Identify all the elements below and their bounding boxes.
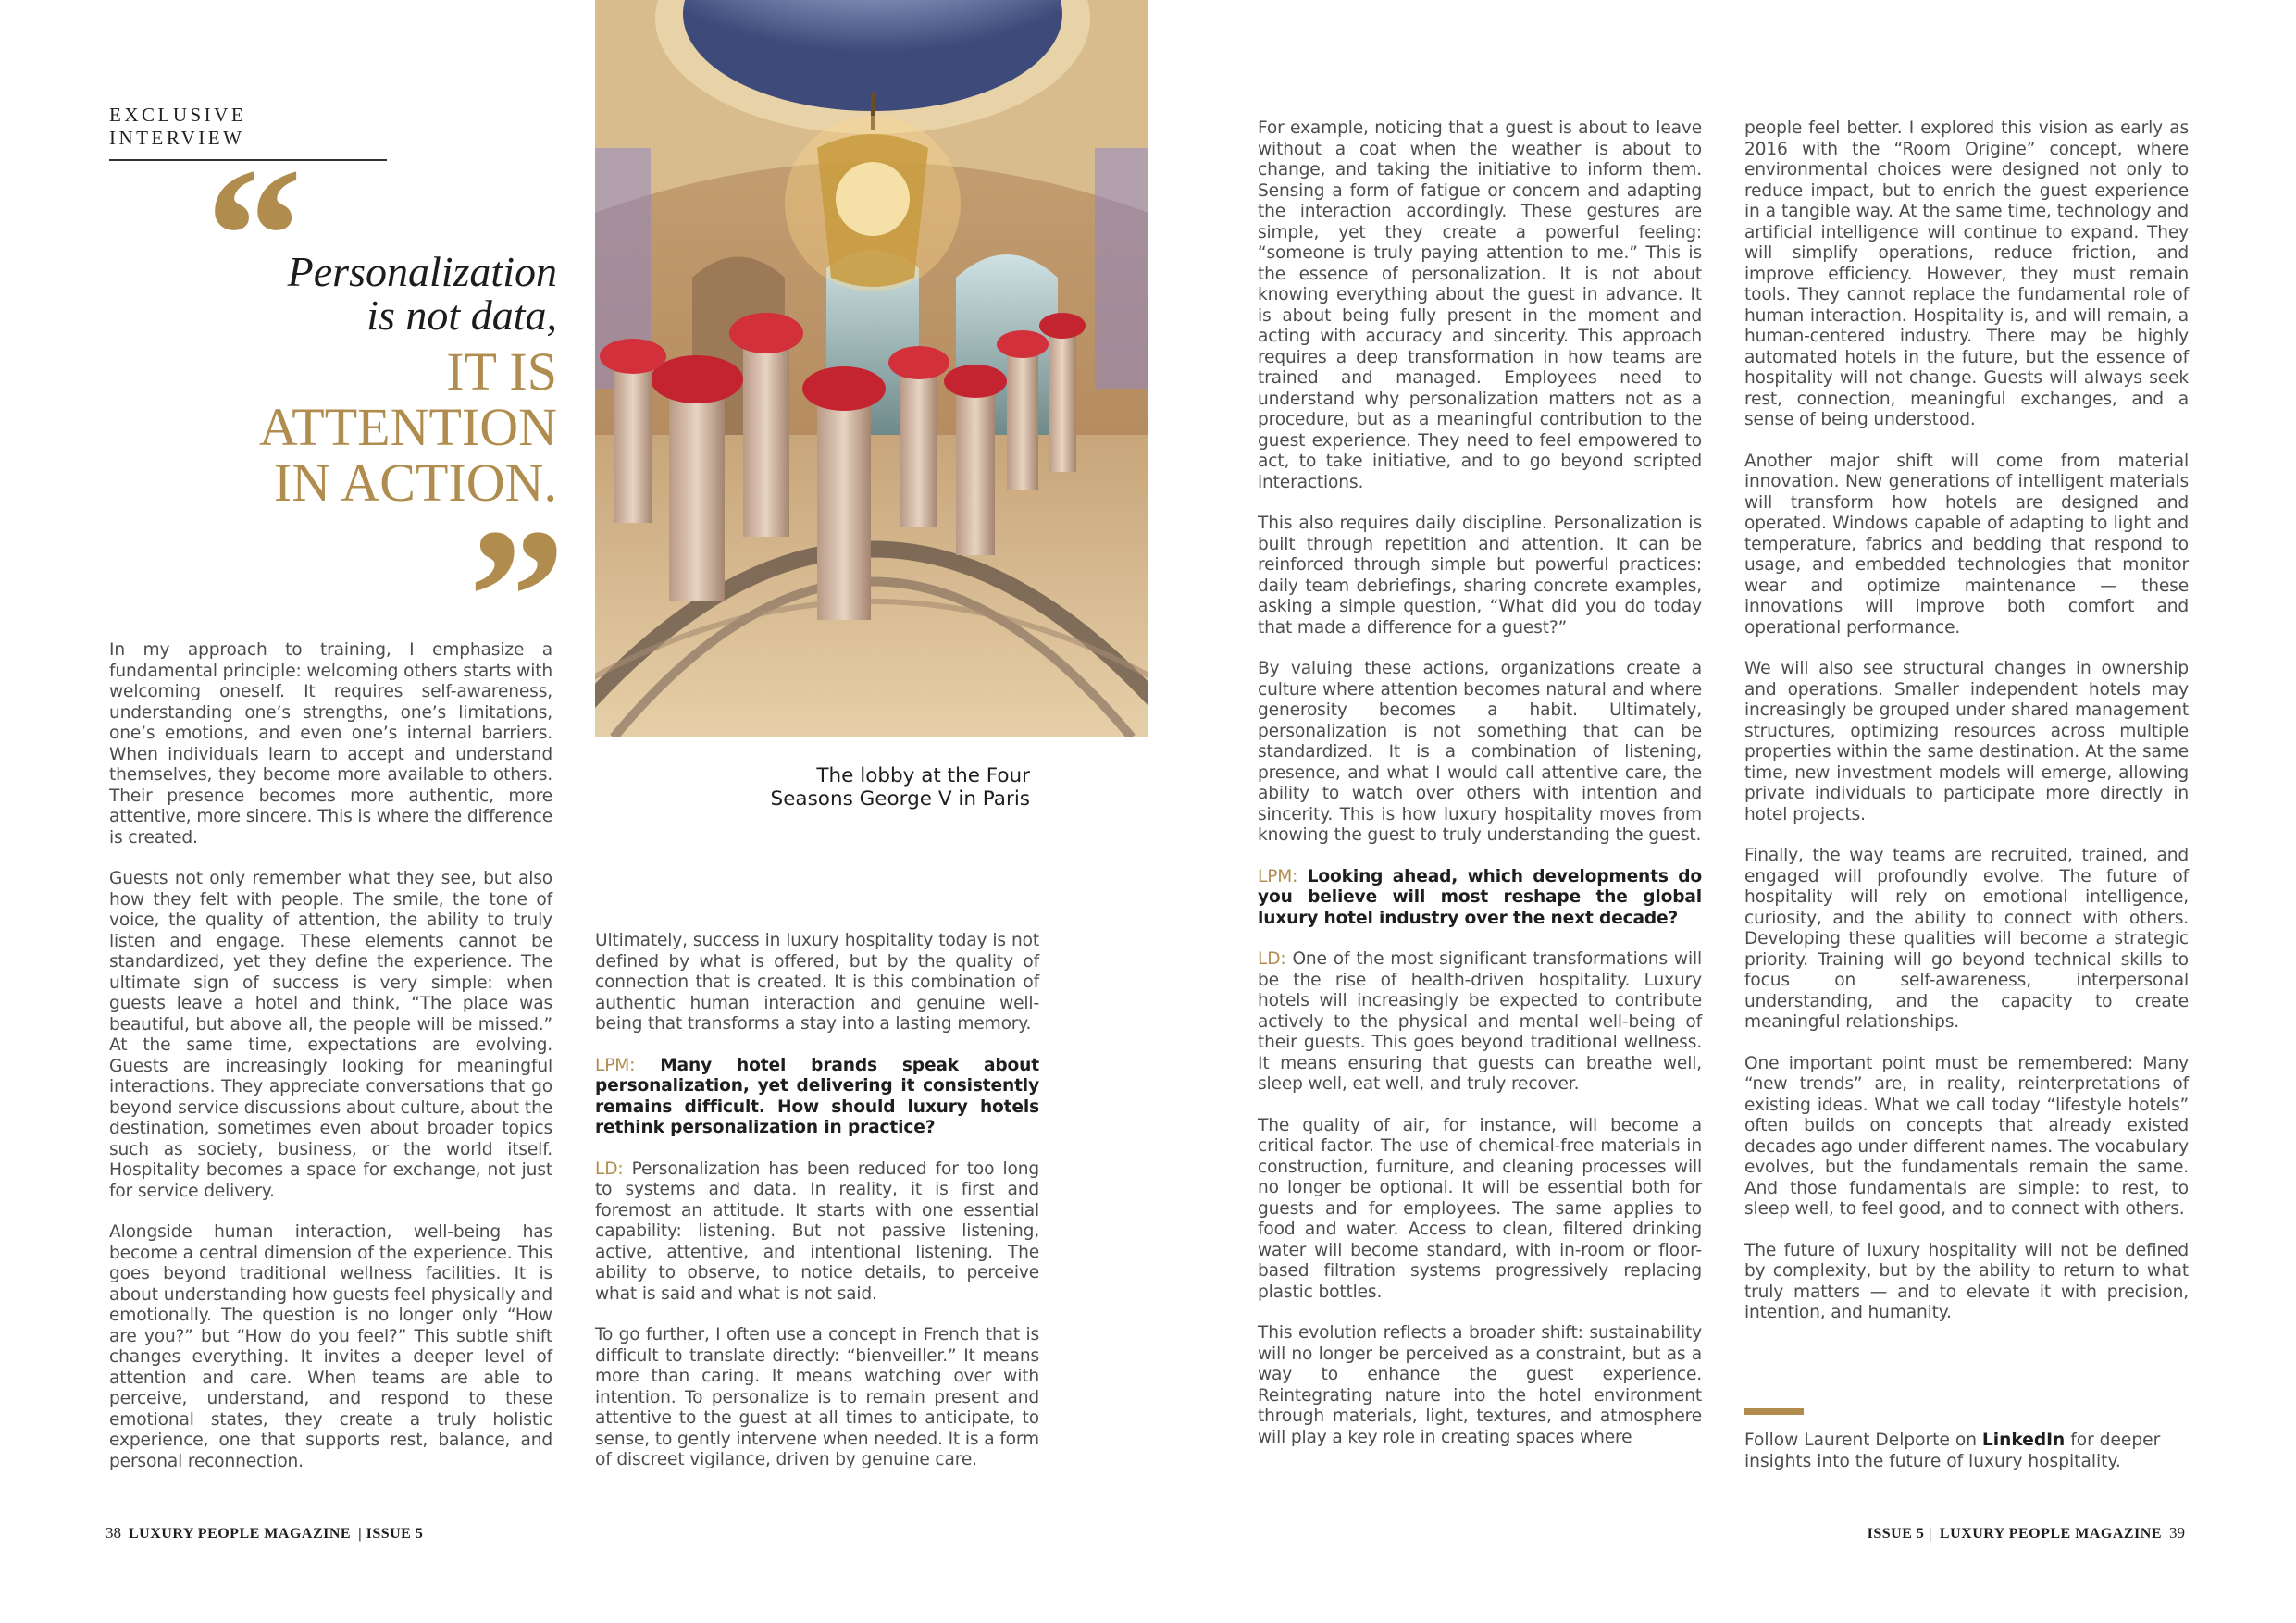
divider — [1744, 1408, 1804, 1415]
photo-caption — [595, 764, 1030, 811]
article-column-2 — [595, 931, 1039, 1492]
open-quote-icon: “ — [205, 129, 303, 343]
pull-quote-caps-line: IN ACTION. — [273, 452, 557, 513]
paragraph: The quality of air, for instance, will become a critical factor. The use of chemical-free materials in construction, furniture, and cleaning processes will no longer be optional. It will be essential both for guests and for employees. The same applies to food and water. Access to clean, filtered drinking water will become standard, with in-room or floor-based filtration systems progressively replacing plastic bottles. — [1258, 1115, 1702, 1302]
pull-quote-caps-line: ATTENTION — [258, 397, 557, 457]
question-label: LPM: — [1258, 866, 1298, 886]
interview-answer — [1258, 949, 1702, 1096]
answer-text: One of the most significant transformations will be the rise of health-driven hospitality. Luxury hotels will increasingly be expected to contribute actively to the physical and mental well-being of their guests. This goes beyond traditional wellness. It means ensuring that guests can breathe well, sleep well, eat well, and truly recover. — [1258, 949, 1703, 1094]
paragraph: Ultimately, success in luxury hospitality today is not defined by what is offered, but by the quality of connection that is created. It is this combination of authentic human interaction and genuine well-being that transforms a stay into a lasting memory. — [595, 931, 1039, 1034]
section-label: EXCLUSIVE INTERVIEW — [109, 104, 387, 161]
paragraph: This evolution reflects a broader shift: sustainability will no longer be perceived as a constraint, but as a way to enhance the guest experience. Reintegrating nature into the hotel environment through materials, light, textures, and atmosphere will play a key role in creating spaces where — [1258, 1323, 1702, 1447]
lobby-photo — [595, 0, 1148, 737]
issue-number: ISSUE 5 | — [1867, 1526, 1932, 1542]
close-quote-icon: ” — [468, 489, 565, 704]
paragraph: Another major shift will come from material innovation. New generations of intelligent materials will transform how hotels are designed and operated. Windows capable of adapting to light and temperature, fabrics and bedding that respond to usage, and embedded technologies that monitor wear and optimize maintenance — these innovations will improve both comfort and operational performance. — [1744, 451, 2189, 638]
magazine-name: LUXURY PEOPLE MAGAZINE — [129, 1526, 352, 1542]
caption-line: The lobby at the Four — [816, 764, 1030, 787]
question-label: LPM: — [595, 1055, 636, 1075]
paragraph: One important point must be remembered: Many “new trends” are, in reality, reinterpretations of existing ideas. What we call today “lifestyle hotels” often builds on concepts that already existed decades ago under different names. The vocabulary evolves, but the fundamentals remain the same. And those fundamentals are simple: to rest, to sleep well, to feel good, and to connect with others. — [1744, 1053, 2189, 1219]
page-number: 38 — [105, 1524, 121, 1542]
caption-line: Seasons George V in Paris — [770, 787, 1030, 811]
answer-text: Personalization has been reduced for too long to systems and data. In reality, it is first and foremost an attitude. It starts with one essential capability: listening. But not passive listening, active, attentive, and intentional listening. The ability to observe, to notice details, to perceive what is said and what is not said. — [595, 1158, 1039, 1304]
follow-note — [1744, 1431, 2189, 1472]
page-number: 39 — [2169, 1524, 2185, 1542]
pull-quote-emphasis — [213, 341, 557, 513]
question-text: Many hotel brands speak about personalization, yet delivering it consistently remains difficult. How should luxury hotels rethink personalization in practice? — [595, 1055, 1039, 1137]
footer-left — [105, 1524, 423, 1542]
paragraph: Guests not only remember what they see, but also how they felt with people. The smile, the tone of voice, the quality of attention, the ability to truly listen and engage. These elements cannot be standardized, yet they define the experience. The ultimate sign of success is very simple: when guests leave a hotel and think, “The place was beautiful, but above all, the people will be missed.” At the same time, expectations are evolving. Guests are increasingly looking for meaningful interactions. They appreciate conversations that go beyond service discussions about culture, about the destination, sometimes even about broader topics such as society, business, or the world itself. Hospitality becomes a space for exchange, not just for service delivery. — [109, 869, 552, 1201]
answer-label: LD: — [1258, 949, 1286, 969]
article-column-3 — [1258, 118, 1702, 1468]
article-column-1 — [109, 640, 552, 1493]
paragraph: people feel better. I explored this vision as early as 2016 with the “Room Origine” concept, where environmental choices were designed not only to reduce impact, but to enrich the guest experience in a tangible way. At the same time, technology and artificial intelligence will continue to expand. They will simplify operations, reduce friction, and improve efficiency. However, they must remain tools. They cannot replace the fundamental role of human interaction. Hospitality is, and will remain, a human-centered industry. There may be highly automated hotels in the future, but the essence of hospitality will not change. Guests will always seek rest, connection, meaningful exchanges, and a sense of being understood. — [1744, 118, 2189, 429]
pull-quote-line: Personalization — [287, 248, 557, 295]
article-column-4 — [1744, 118, 2189, 1344]
question-text: Looking ahead, which developments do you believe will most reshape the global luxury hotel industry over the next decade? — [1258, 866, 1702, 928]
footer-right — [1868, 1524, 2185, 1542]
paragraph: To go further, I often use a concept in French that is difficult to translate directly: “bienveiller.” It means more than caring. It means watching over with intention. To personalize is to remain present and attentive to the guest at all times to anticipate, to sense, to gently intervene when needed. It is a form of discreet vigilance, driven by genuine care. — [595, 1325, 1039, 1469]
paragraph: Finally, the way teams are recruited, trained, and engaged will profoundly evolve. The future of hospitality will rely on emotional intelligence, curiosity, and the ability to connect with others. Developing these qualities will become a strategic priority. Training will go beyond technical skills to focus on self-awareness, interpersonal understanding, and the capacity to create meaningful relationships. — [1744, 846, 2189, 1032]
follow-suffix: for deeper insights into the future of luxury hospitality. — [1744, 1431, 2161, 1471]
interview-answer — [595, 1159, 1039, 1306]
paragraph: We will also see structural changes in ownership and operations. Smaller independent hotels may increasingly be grouped under shared management structures, optimizing resources across multiple properties within the same destination. At the same time, new investment models will emerge, allowing private individuals to participate more directly in hotel projects. — [1744, 659, 2189, 824]
answer-label: LD: — [595, 1158, 624, 1179]
interview-question — [595, 1056, 1039, 1139]
magazine-name: LUXURY PEOPLE MAGAZINE — [1939, 1526, 2162, 1542]
paragraph: Alongside human interaction, well-being has become a central dimension of the experience. This goes beyond traditional wellness facilities. It is about understanding how guests feel physically and emotionally. The question is no longer only “How are you?” but “How do you feel?” This subtle shift changes everything. It invites a deeper level of attention and care. When teams are able to perceive, understand, and respond to these emotional states, they create a truly holistic experience, one that supports rest, balance, and personal reconnection. — [109, 1222, 552, 1471]
paragraph: For example, noticing that a guest is about to leave without a coat when the weather is about to change, and taking the initiative to inform them. Sensing a form of fatigue or concern and adapting the interaction accordingly. These gestures are simple, yet they create a powerful feeling: “someone is truly paying attention to me.” This is the essence of personalization. It is not about knowing everything about the guest in advance. It is about being fully present in the moment and acting with accuracy and sincerity. This approach requires a deep transformation in how teams are trained and managed. Employees need to understand why personalization matters not as a procedure, but as a meaningful contribution to the guest experience. They need to feel empowered to act, to take initiative, and to go beyond scripted interactions. — [1258, 118, 1702, 492]
follow-prefix: Follow Laurent Delporte on — [1744, 1431, 1982, 1450]
linkedin-link[interactable]: LinkedIn — [1981, 1431, 2066, 1450]
pull-quote-line: is not data, — [366, 291, 557, 339]
paragraph: This also requires daily discipline. Personalization is built through repetition and attention. It can be reinforced through simple but powerful practices: daily team debriefings, sharing concrete examples, asking a simple question, “What did you do today that made a difference for a guest?” — [1258, 514, 1702, 638]
interview-question — [1258, 867, 1702, 930]
paragraph: By valuing these actions, organizations create a culture where attention becomes natural and where generosity becomes a habit. Ultimately, personalization is not something that can be standardized. It is a combination of listening, presence, and what I would call attentive care, the ability to watch over others with intention and sincerity. This is how luxury hospitality moves from knowing the guest to truly understanding the guest. — [1258, 659, 1702, 845]
issue-number: | ISSUE 5 — [358, 1526, 424, 1542]
paragraph: The future of luxury hospitality will not be defined by complexity, but by the ability to return to what truly matters — and to elevate it with precision, intention, and humanity. — [1744, 1240, 2189, 1322]
lobby-illustration — [595, 0, 1148, 737]
pull-quote-caps-line: IT IS — [446, 341, 557, 402]
pull-quote — [213, 250, 557, 511]
paragraph: In my approach to training, I emphasize a fundamental principle: welcoming others starts with welcoming oneself. It requires self-awareness, understanding one’s strengths, one’s limitations, one’s emotions, and even one’s internal barriers. When individuals learn to accept and understand themselves, they become more available to others. Their presence becomes more authentic, more attentive, more sincere. This is where the difference is created. — [109, 640, 552, 848]
